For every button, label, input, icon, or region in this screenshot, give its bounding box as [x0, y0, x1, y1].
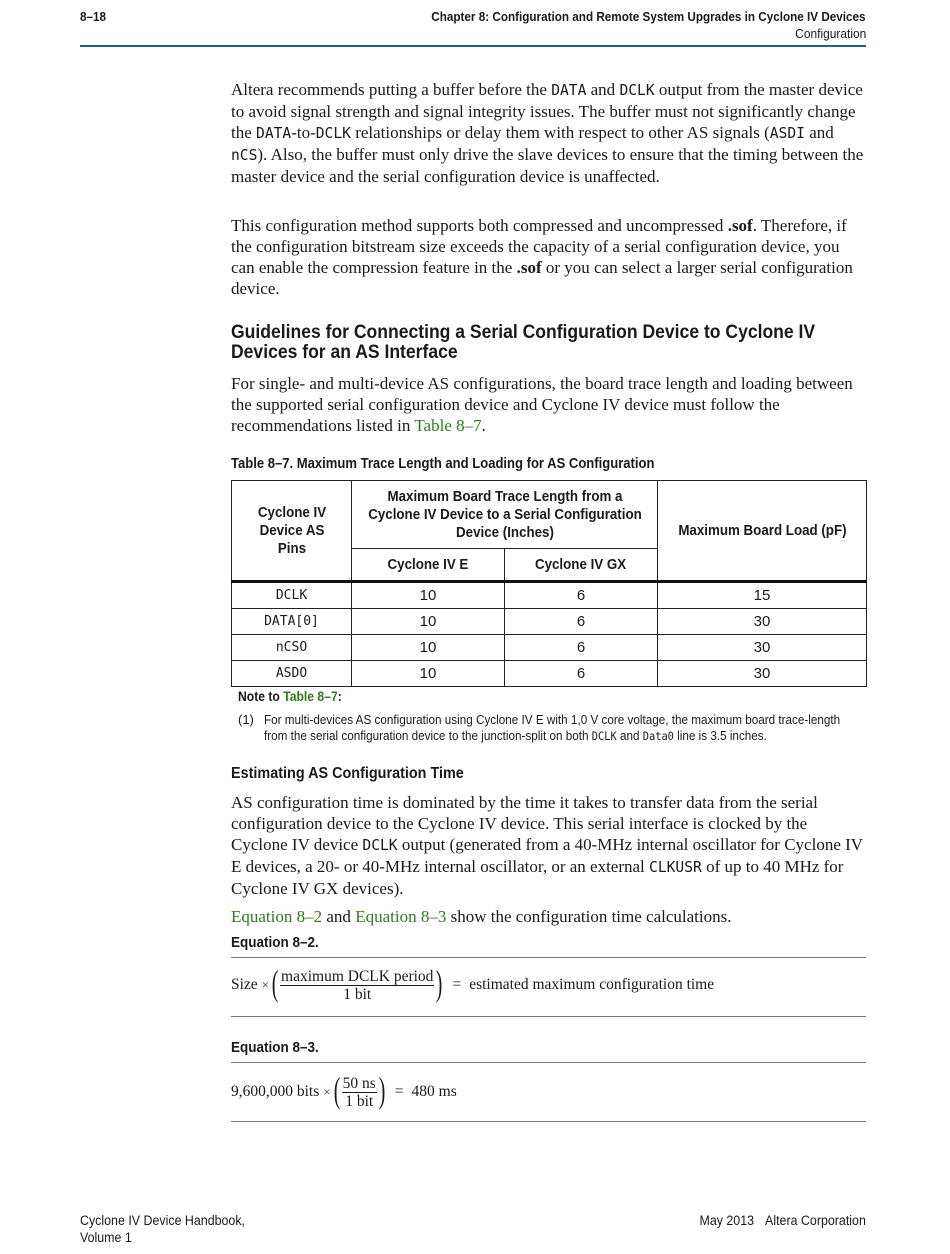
table-8-7-link[interactable]: Table 8–7	[414, 416, 482, 435]
equation-8-2	[231, 965, 721, 1005]
times-symbol: ×	[261, 977, 270, 992]
fraction-numerator: maximum DCLK period	[281, 967, 434, 985]
code-dclk: DCLK	[362, 837, 398, 854]
pin-cell: DCLK	[232, 582, 352, 609]
equation-8-2-top-rule	[231, 957, 866, 958]
pin-cell: nCSO	[232, 635, 352, 661]
equation-lhs: Size	[231, 976, 258, 993]
fraction	[280, 968, 434, 1003]
footer-date: May 2013	[699, 1213, 755, 1228]
table-note-title: Note to Table 8–7:	[238, 689, 342, 704]
equation-8-3-link[interactable]: Equation 8–3	[355, 907, 447, 926]
col-header-pins: Cyclone IV Device AS Pins	[232, 481, 352, 582]
board-load-cell: 30	[658, 609, 867, 635]
code-data0: Data0	[642, 729, 674, 743]
fraction-numerator: 50 ns	[342, 1074, 376, 1092]
col-header-cyclone-iv-e: Cyclone IV E	[352, 549, 505, 582]
table-row	[232, 609, 867, 635]
board-load-cell: 30	[658, 635, 867, 661]
footer-handbook-title: Cyclone IV Device Handbook,	[80, 1213, 245, 1228]
equation-8-3	[231, 1072, 457, 1112]
cyclone-iv-e-cell: 10	[352, 582, 505, 609]
col-header-cyclone-iv-gx: Cyclone IV GX	[505, 549, 658, 582]
equation-8-3-top-rule	[231, 1062, 866, 1063]
board-load-cell: 15	[658, 582, 867, 609]
equation-8-3-bottom-rule	[231, 1121, 866, 1122]
code-data: DATA	[551, 82, 587, 99]
buffer-recommendation-paragraph: Altera recommends putting a buffer before the DATA and DCLK output from the master device to avoid signal strength and signal integrity issues. The buffer must not significantly change the DATA-to-DCLK relationships or delay them with respect to other AS signals (ASDI and nCS). Also, the buffer must only drive the slave devices to ensure that the timing between the master device and the serial configuration device is unaffected.	[231, 80, 864, 186]
table-8-7-link[interactable]: Table 8–7	[283, 689, 338, 704]
footer-date-company	[700, 1213, 866, 1228]
equations-intro-paragraph: Equation 8–2 and Equation 8–3 show the configuration time calculations.	[231, 907, 732, 926]
fraction-denominator: 1 bit	[343, 985, 372, 1003]
note-number: (1)	[238, 712, 254, 727]
cyclone-iv-gx-cell: 6	[505, 661, 658, 687]
footer-volume: Volume 1	[80, 1230, 132, 1245]
equation-8-2-title: Equation 8–2.	[231, 934, 319, 951]
compression-paragraph: This configuration method supports both compressed and uncompressed .sof. Therefore, if the configuration bitstream size exceeds the capacity of a serial configuration device, you can enable the compression feature in the .sof or you can select a larger serial configuration device.	[231, 216, 853, 298]
sof-term: .sof	[727, 216, 753, 235]
right-paren: )	[436, 965, 443, 1003]
guidelines-heading: Guidelines for Connecting a Serial Configuration Device to Cyclone IV Devices for an AS Interface	[231, 321, 816, 363]
estimating-heading: Estimating AS Configuration Time	[231, 765, 464, 782]
fraction	[342, 1075, 377, 1110]
cyclone-iv-gx-cell: 6	[505, 635, 658, 661]
cyclone-iv-e-cell: 10	[352, 609, 505, 635]
trace-length-table	[231, 480, 867, 687]
table-row	[232, 635, 867, 661]
section-title: Configuration	[794, 26, 866, 41]
right-paren: )	[378, 1070, 386, 1110]
col-header-board-load: Maximum Board Load (pF)	[658, 481, 867, 582]
pin-cell: ASDO	[232, 661, 352, 687]
cyclone-iv-gx-cell: 6	[505, 582, 658, 609]
table-row	[232, 661, 867, 687]
cyclone-iv-e-cell: 10	[352, 635, 505, 661]
code-ncs: nCS	[231, 147, 258, 164]
footer-company: Altera Corporation	[765, 1213, 866, 1228]
equation-8-2-bottom-rule	[231, 1016, 866, 1017]
equation-rhs: estimated maximum configuration time	[469, 976, 715, 993]
fraction-denominator: 1 bit	[345, 1092, 374, 1110]
cyclone-iv-gx-cell: 6	[505, 609, 658, 635]
code-dclk: DCLK	[591, 729, 617, 743]
col-header-trace-length: Maximum Board Trace Length from a Cyclone IV Device to a Serial Configuration Device (Inches)	[352, 481, 658, 549]
equation-lhs: 9,600,000 bits	[231, 1083, 320, 1100]
equation-rhs: 480 ms	[411, 1083, 457, 1100]
page-number: 8–18	[80, 9, 107, 24]
pin-cell: DATA[0]	[232, 609, 352, 635]
trace-length-paragraph: For single- and multi-device AS configurations, the board trace length and loading between the supported serial configuration device and Cyclone IV device must follow the recommendations listed in Table 8–7.	[231, 374, 853, 435]
left-paren: (	[271, 965, 279, 1003]
code-dclk: DCLK	[619, 82, 655, 99]
header-rule	[80, 45, 866, 47]
board-load-cell: 30	[658, 661, 867, 687]
config-time-paragraph: AS configuration time is dominated by the time it takes to transfer data from the serial configuration device to the Cyclone IV device. This serial interface is clocked by the Cyclone IV device DCLK output (generated from a 40-MHz internal oscillator for Cyclone IV E devices, a 20- or 40-MHz internal oscillator, or an external CLKUSR of up to 40 MHz for Cyclone IV GX devices).	[231, 793, 863, 898]
sof-term: .sof	[516, 258, 542, 277]
code-dclk: DCLK	[315, 125, 351, 142]
times-symbol: ×	[323, 1084, 331, 1099]
table-note-text: For multi-devices AS configuration using Cyclone IV E with 1,0 V core voltage, the maximum board trace-length from the serial configuration device to the junction-split on both DCLK and Data0 line is 3.5 inches.	[264, 712, 841, 743]
equation-8-3-title: Equation 8–3.	[231, 1039, 319, 1056]
code-asdi: ASDI	[769, 125, 805, 142]
equals-symbol: =	[452, 976, 462, 993]
equals-symbol: =	[394, 1083, 404, 1100]
equation-8-2-link[interactable]: Equation 8–2	[231, 907, 323, 926]
table-caption: Table 8–7. Maximum Trace Length and Loading for AS Configuration	[231, 456, 655, 472]
cyclone-iv-e-cell: 10	[352, 661, 505, 687]
left-paren: (	[333, 1070, 340, 1110]
table-row	[232, 582, 867, 609]
chapter-title: Chapter 8: Configuration and Remote System Upgrades in Cyclone IV Devices	[431, 9, 866, 24]
code-data: DATA	[256, 125, 292, 142]
code-clkusr: CLKUSR	[649, 859, 702, 876]
